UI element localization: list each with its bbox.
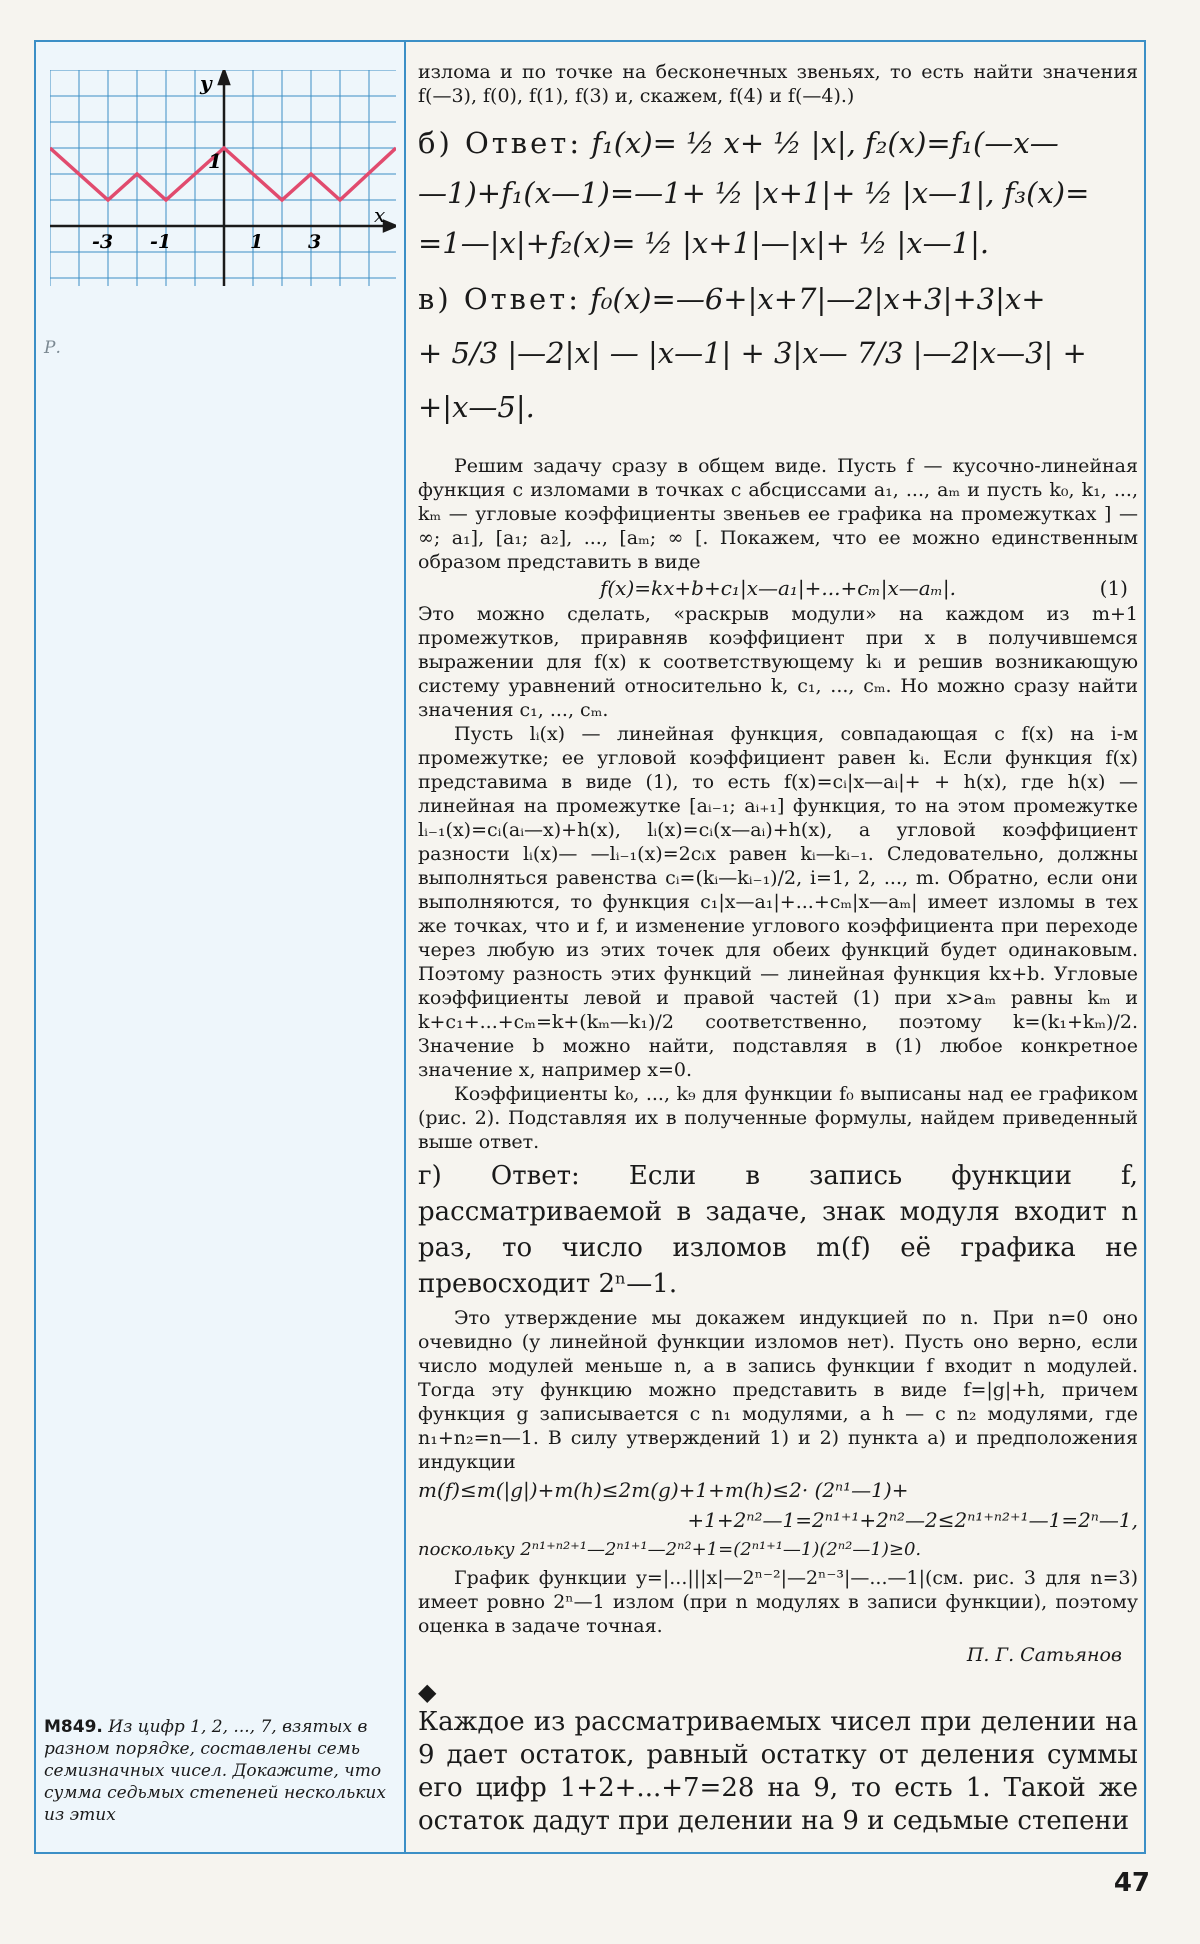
figure-caption: Р. [44, 338, 61, 358]
answer-v [418, 274, 1138, 432]
x-tick-label: 3 [308, 231, 322, 253]
graph-axes [50, 70, 396, 286]
solution-paragraph: Пусть lᵢ(x) — линейная функция, совпадающая с f(x) на i-м промежутке; ее угловой коэффициент равен kᵢ. Если функция f(x) представима в виде (1), то есть f(x)=cᵢ|x—aᵢ|+ + h(x), где h(x) — линейная на промежутке [aᵢ₋₁; aᵢ₊₁] функция, то на этом промежутке lᵢ₋₁(x)=cᵢ(aᵢ—x)+h(x), lᵢ(x)=cᵢ(x—aᵢ)+h(x), а угловой коэффициент разности lᵢ(x)— —lᵢ₋₁(x)=2cᵢx равен kᵢ—kᵢ₋₁. Следовательно, должны выполняться равенства cᵢ=(kᵢ—kᵢ₋₁)/2, i=1, 2, ..., m. Обратно, если они выполняются, то функция c₁|x—a₁|+...+cₘ|x—aₘ| имеет изломы в тех же точках, что и f, и изменение углового коэффициента при переходе через любую из этих точек для обеих функций будет одинаковым. Поэтому разность этих функций — линейная функция kx+b. Угловые коэффициенты левой и правой частей (1) при x>aₘ равны kₘ и k+c₁+...+cₘ=k+(kₘ—k₁)/2 соответственно, поэтому k=(k₁+kₘ)/2. Значение b можно найти, подставляя в (1) любое конкретное значение x, например x=0. [418, 723, 1138, 1081]
problem-m849 [44, 1716, 396, 1826]
x-tick-label: -3 [92, 231, 114, 253]
diamond-icon: ◆ [418, 1678, 437, 1706]
answer-b-line: f₁(x)= ½ x+ ½ |x|, f₂(x)=f₁(—x— [591, 126, 1059, 160]
y-axis-label: y [200, 71, 212, 95]
m849-solution: Каждое из рассматриваемых чисел при делении на 9 дает остаток, равный остатку от деления суммы его цифр 1+2+...+7=28 на 9, то есть 1. Такой же остаток дадут при делении на 9 и седьмые степени [418, 1707, 1138, 1836]
answer-v-label: в) Ответ: [418, 282, 581, 316]
formula-1: f(x)=kx+b+c₁|x—a₁|+...+cₘ|x—aₘ|. [599, 576, 957, 600]
answer-g: г) Ответ: Если в запись функции f, рассматриваемой в задаче, знак модуля входит n раз, то число изломов m(f) её графика не превосходит 2ⁿ—1. [418, 1161, 1138, 1299]
tick-1-label: 1 [208, 149, 222, 173]
proof-formula: поскольку 2ⁿ¹⁺ⁿ²⁺¹—2ⁿ¹⁺¹—2ⁿ²+1=(2ⁿ¹⁺¹—1)(2ⁿ²—1)≥0. [418, 1539, 922, 1560]
proof-formula: m(f)≤m(|g|)+m(h)≤2m(g)+1+m(h)≤2· (2ⁿ¹—1)+ [418, 1478, 909, 1502]
author-signature: П. Г. Сатьянов [966, 1644, 1122, 1666]
answer-b-line: —1)+f₁(x—1)=—1+ ½ |x+1|+ ½ |x—1|, f₃(x)= [418, 176, 1090, 210]
answer-v-line: + 5/3 |—2|x| — |x—1| + 3|x— 7/3 |—2|x—3| + [418, 336, 1087, 370]
proof-formula: +1+2ⁿ²—1=2ⁿ¹⁺¹+2ⁿ²—2≤2ⁿ¹⁺ⁿ²⁺¹—1=2ⁿ—1, [687, 1508, 1138, 1532]
solution-paragraph: Это можно сделать, «раскрыв модули» на каждом из m+1 промежутков, приравняв коэффициент при x в получившемся выражении для f(x) к соответствующему kᵢ и решив возникающую систему уравнений относительно k, c₁, ..., cₘ. Но можно сразу найти значения c₁, ..., cₘ. [418, 603, 1138, 721]
answer-v-line: +|x—5|. [418, 390, 535, 424]
formula-1-number: (1) [1099, 576, 1128, 600]
column-divider [404, 40, 406, 1854]
answer-v-line: f₀(x)=—6+|x+7|—2|x+3|+3|x+ [590, 282, 1046, 316]
answer-b-line: =1—|x|+f₂(x)= ½ |x+1|—|x|+ ½ |x—1|. [418, 226, 990, 260]
x-tick-label: -1 [150, 231, 172, 253]
solution-paragraph: Решим задачу сразу в общем виде. Пусть f — кусочно-линейная функция с изломами в точках с абсциссами a₁, ..., aₘ и пусть k₀, k₁, ..., kₘ — угловые коэффициенты звеньев ее графика на промежутках ] — ∞; a₁], [a₁; a₂], ..., [aₘ; ∞ [. Покажем, что ее можно единственным образом представить в виде [418, 455, 1138, 573]
x-axis-label: x [374, 203, 386, 227]
function-graph [50, 70, 396, 286]
intro-text: излома и по точке на бесконечных звеньях, то есть найти значения f(—3), f(0), f(1), f(3) и, скажем, f(4) и f(—4).) [418, 61, 1138, 107]
problem-text: Из цифр 1, 2, ..., 7, взятых в разном порядке, составлены семь семизначных чисел. Докажите, что сумма седьмых степеней нескольких из этих [44, 1717, 386, 1825]
solution-block [418, 454, 1138, 1154]
x-tick-label: 1 [250, 231, 264, 253]
main-column [418, 60, 1138, 1838]
proof-paragraph: Это утверждение мы докажем индукцией по n. При n=0 оно очевидно (у линейной функции изломов нет). Пусть оно верно, если число модулей меньше n, а в запись функции f входит n модулей. Тогда эту функцию можно представить в виде f=|g|+h, причем функция g записывается с n₁ модулями, а h — с n₂ модулями, где n₁+n₂=n—1. В силу утверждений 1) и 2) пункта а) и предположения индукции [418, 1307, 1138, 1473]
answer-b [418, 118, 1138, 268]
proof-block [418, 1306, 1138, 1638]
problem-number: M849. [44, 1717, 103, 1737]
page-number: 47 [1113, 1868, 1150, 1898]
answer-b-label: б) Ответ: [418, 126, 583, 160]
solution-paragraph: Коэффициенты k₀, ..., k₉ для функции f₀ выписаны над ее графиком (рис. 2). Подставляя их в полученные формулы, найдем приведенный выше ответ. [418, 1083, 1138, 1153]
proof-paragraph: График функции y=|...|||x|—2ⁿ⁻²|—2ⁿ⁻³|—...—1|(см. рис. 3 для n=3) имеет ровно 2ⁿ—1 излом (при n модулях в записи функции), поэтому оценка в задаче точная. [418, 1567, 1138, 1637]
